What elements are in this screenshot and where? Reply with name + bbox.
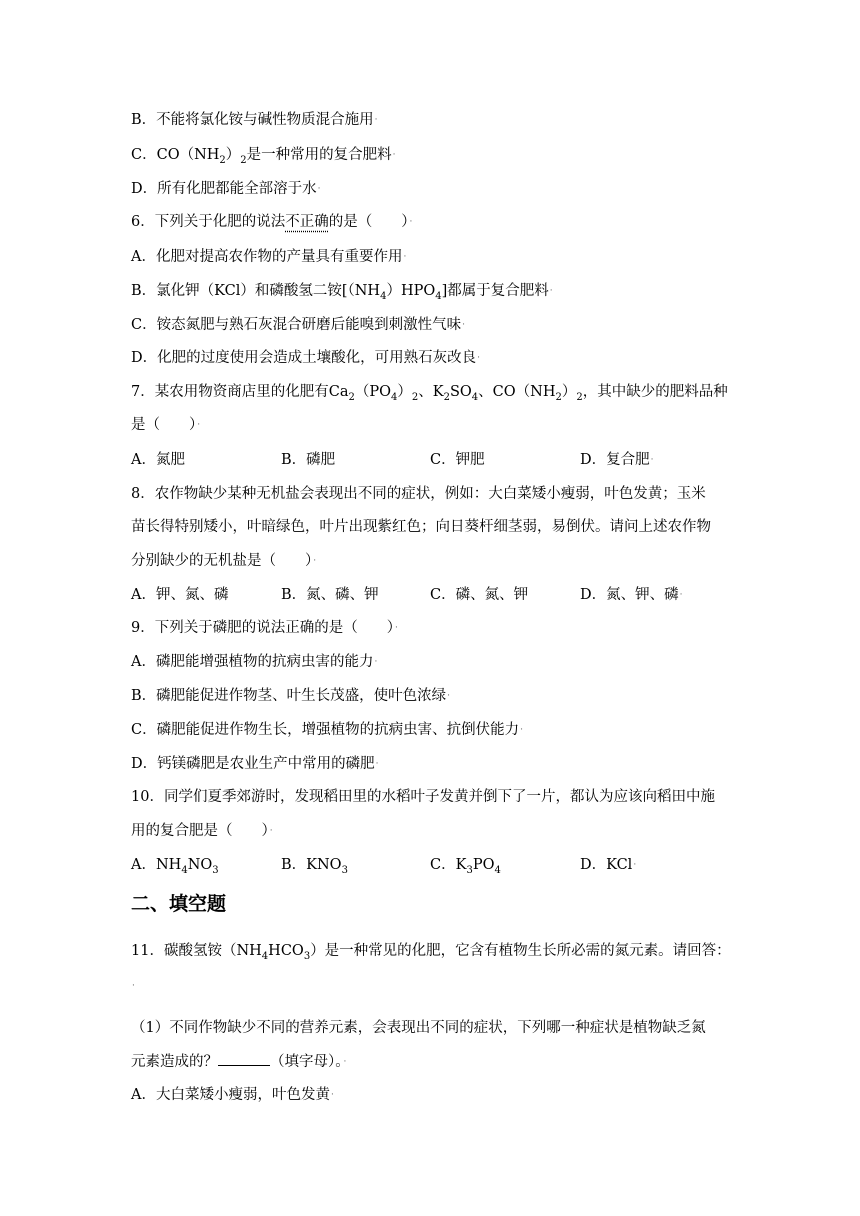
q8-option-c: C．磷、氮、钾 bbox=[430, 587, 529, 603]
q9-option-d: D．钙镁磷肥是农业生产中常用的磷肥· bbox=[131, 756, 379, 772]
q6-option-d: D．化肥的过度使用会造成土壤酸化，可用熟石灰改良· bbox=[131, 350, 480, 366]
q7-stem-line2: 是（ ）· bbox=[131, 417, 201, 433]
q7-option-c: C．钾肥 bbox=[430, 452, 485, 468]
q6-stem: 6．下列关于化肥的说法不正确的是（ ）· bbox=[131, 214, 413, 230]
q10-option-b: B．$KNO_3$ bbox=[281, 857, 348, 876]
q10-option-c: C．$K_3PO_4$ bbox=[430, 857, 501, 876]
q6-option-c: C．铵态氮肥与熟石灰混合研磨后能嗅到刺激性气味· bbox=[131, 317, 465, 333]
q9-option-b: B．磷肥能促进作物茎、叶生长茂盛，使叶色浓绿· bbox=[131, 688, 451, 704]
q6-option-b: B．氯化钾（KCl）和磷酸氢二铵$[(NH_4)HPO_4]$都属于复合肥料· bbox=[131, 283, 553, 302]
q10-option-a: A．$NH_4NO_3$ bbox=[131, 857, 219, 876]
q8-stem-line2: 苗长得特别矮小，叶暗绿色，叶片出现紫红色；向日葵杆细茎弱，易倒伏。请问上述农作物 bbox=[131, 519, 711, 535]
q9-option-a: A．磷肥能增强植物的抗病虫害的能力· bbox=[131, 654, 378, 670]
q8-option-d: D．氮、钾、磷· bbox=[580, 587, 683, 603]
section-heading: 二、填空题 bbox=[131, 893, 227, 915]
q8-stem-line1: 8．农作物缺少某种无机盐会表现出不同的症状，例如：大白菜矮小瘦弱，叶色发黄；玉米 bbox=[131, 486, 706, 502]
q7-option-d: D．复合肥· bbox=[580, 452, 654, 468]
q11-option-a: A．大白菜矮小瘦弱，叶色发黄· bbox=[131, 1087, 334, 1103]
q9-option-c: C．磷肥能促进作物生长，增强植物的抗病虫害、抗倒伏能力· bbox=[131, 722, 523, 738]
q10-stem-line2: 用的复合肥是（ ）· bbox=[131, 823, 273, 839]
q11-stem-end-mark: · bbox=[132, 981, 135, 991]
q7-option-a: A．氮肥 bbox=[131, 452, 185, 468]
q6-option-a: A．化肥对提高农作物的产量具有重要作用· bbox=[131, 249, 407, 265]
q10-option-d: D．KCl· bbox=[580, 857, 637, 873]
q9-stem: 9．下列关于磷肥的说法正确的是（ ）· bbox=[131, 620, 398, 636]
q8-stem-line3: 分别缺少的无机盐是（ ）· bbox=[131, 553, 317, 569]
q11-sub1-line2: 元素造成的？ （填字母）。· bbox=[131, 1051, 346, 1072]
q11-stem: 11．碳酸氢铵$(NH_4HCO_3)$是一种常见的化肥，它含有植物生长所必需的氮元素。请回答： bbox=[131, 943, 731, 962]
q5-option-c: C．$CO(NH_2)_2$是一种常用的复合肥料· bbox=[131, 147, 396, 166]
q8-option-a: A．钾、氮、磷 bbox=[131, 587, 229, 603]
q7-option-b: B．磷肥 bbox=[281, 452, 336, 468]
q7-stem-line1: 7．某农用物资商店里的化肥有$Ca_2(PO_4)_2$、$K_2SO_4$、$CO(NH_2)_2$，其中缺少的肥料品种 bbox=[131, 384, 728, 403]
answer-blank[interactable] bbox=[218, 1051, 270, 1066]
q10-stem-line1: 10．同学们夏季郊游时，发现稻田里的水稻叶子发黄并倒下了一片，都认为应该向稻田中施 bbox=[131, 789, 715, 805]
q5-option-b: B．不能将氯化铵与碱性物质混合施用· bbox=[131, 112, 378, 128]
q8-option-b: B．氮、磷、钾 bbox=[281, 587, 379, 603]
q5-option-d: D．所有化肥都能全部溶于水· bbox=[131, 181, 321, 197]
q11-sub1-line1: （1）不同作物缺少不同的营养元素，会表现出不同的症状，下列哪一种症状是植物缺乏氮 bbox=[131, 1020, 706, 1036]
